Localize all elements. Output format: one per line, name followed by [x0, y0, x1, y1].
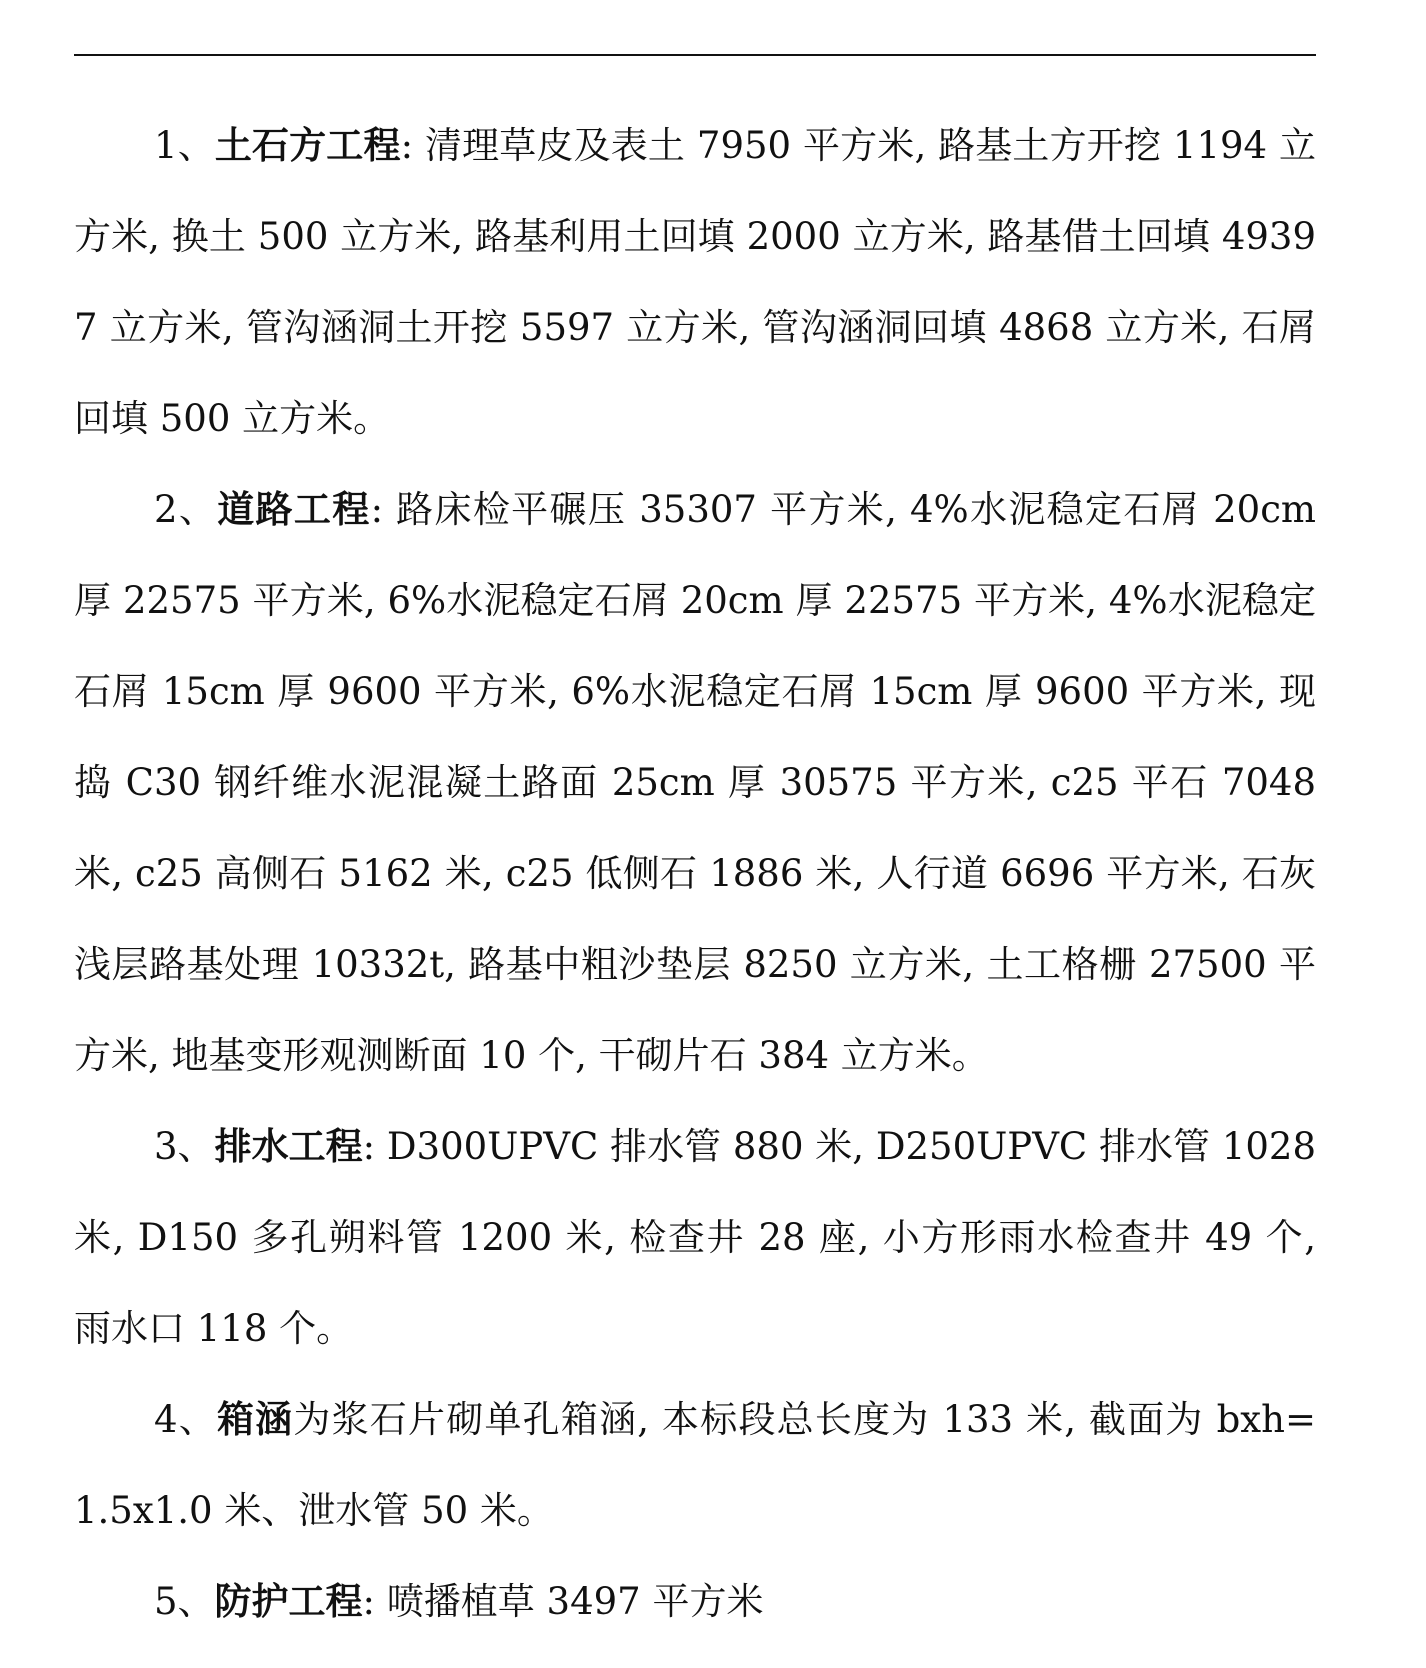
section-title: 防护工程: [214, 1579, 363, 1623]
section-number: 4、: [154, 1398, 217, 1441]
section-road: [74, 464, 1316, 1101]
section-number: 2、: [154, 488, 218, 531]
section-box-culvert: [74, 1374, 1316, 1556]
document-body: [74, 100, 1316, 1647]
section-title: 土石方工程: [214, 123, 401, 167]
section-number: 1、: [154, 124, 215, 167]
section-body: : 喷播植草 3497 平方米: [362, 1580, 764, 1623]
section-title: 道路工程: [217, 487, 371, 531]
section-number: 5、: [154, 1580, 215, 1623]
section-body: : D300UPVC 排水管 880 米, D250UPVC 排水管 1028 米, D150 多孔朔料管 1200 米, 检查井 28 座, 小方形雨水检查井 49 个, 雨水口 118 个。: [74, 1125, 1316, 1350]
section-body: : 清理草皮及表土 7950 平方米, 路基土方开挖 1194 立方米, 换土 500 立方米, 路基利用土回填 2000 立方米, 路基借土回填 49397 立方米, 管沟涵洞土开挖 5597 立方米, 管沟涵洞回填 4868 立方米, 石屑回填 500 立方米。: [74, 124, 1316, 440]
section-protection: [74, 1556, 1316, 1647]
section-number: 3、: [154, 1125, 215, 1168]
section-body: 为浆石片砌单孔箱涵, 本标段总长度为 133 米, 截面为 bxh= 1.5x1.0 米、泄水管 50 米。: [74, 1398, 1316, 1532]
section-body: : 路床检平碾压 35307 平方米, 4%水泥稳定石屑 20cm 厚 22575 平方米, 6%水泥稳定石屑 20cm 厚 22575 平方米, 4%水泥稳定石屑 15cm 厚 9600 平方米, 6%水泥稳定石屑 15cm 厚 9600 平方米, 现捣 C30 钢纤维水泥混凝土路面 25cm 厚 30575 平方米, c25 平石 7048 米, c25 高侧石 5162 米, c25 低侧石 1886 米, 人行道 6696 平方米, 石灰浅层路基处理 10332t, 路基中粗沙垫层 8250 立方米, 土工格栅 27500 平方米, 地基变形观测断面 10 个, 干砌片石 384 立方米。: [74, 488, 1316, 1077]
header-rule: [74, 54, 1316, 56]
section-title: 排水工程: [214, 1124, 363, 1168]
section-earthwork: [74, 100, 1316, 464]
section-drainage: [74, 1101, 1316, 1374]
section-title: 箱涵: [216, 1397, 294, 1441]
